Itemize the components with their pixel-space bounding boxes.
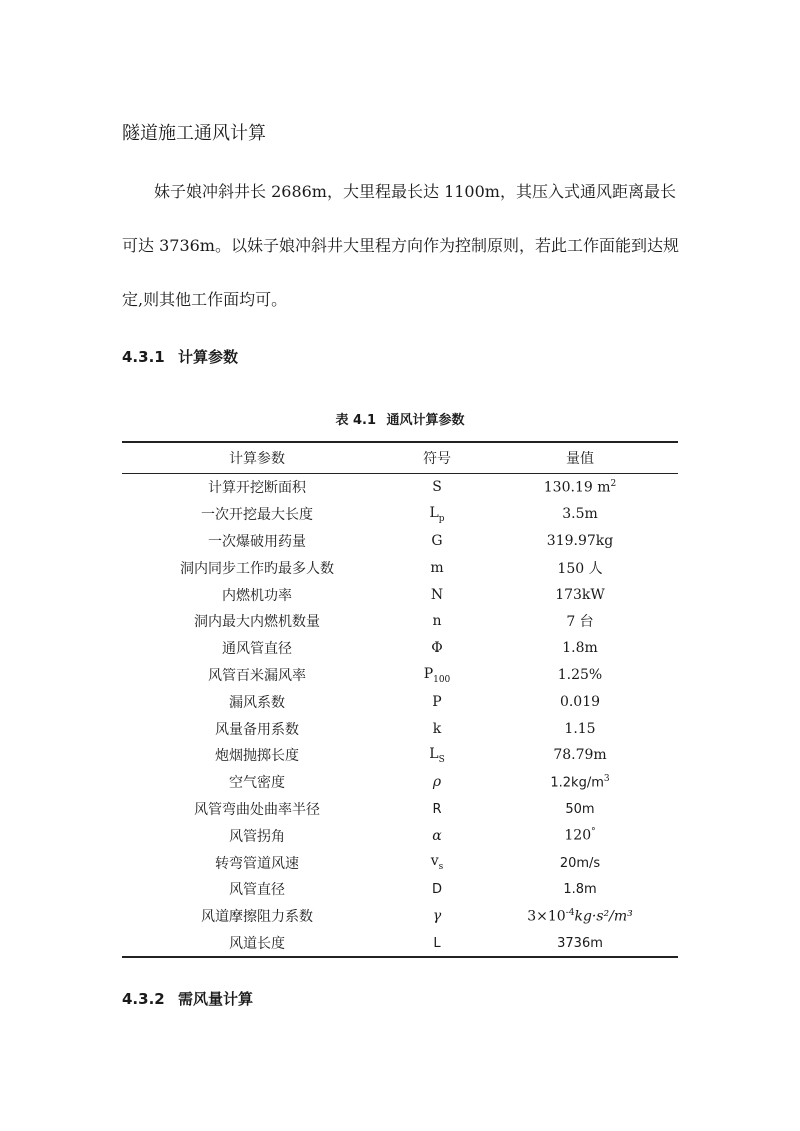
symbol-cell — [392, 715, 482, 742]
value-text: 3.5m — [562, 506, 598, 523]
value-cell — [482, 662, 678, 689]
table-row — [122, 876, 678, 903]
symbol-cell — [392, 930, 482, 958]
value-cell — [482, 474, 678, 501]
section-heading-params — [122, 346, 238, 367]
param-name-cell: 一次爆破用药量 — [208, 533, 306, 550]
value-text: 3736m — [557, 935, 603, 951]
symbol-cell — [392, 903, 482, 930]
symbol-cell — [392, 796, 482, 823]
value-cell — [482, 876, 678, 903]
value-text: 130.19 m — [543, 479, 611, 496]
param-name-cell: 风量备用系数 — [215, 721, 299, 738]
header-param: 计算参数 — [122, 442, 392, 474]
value-text: 173kW — [555, 586, 605, 603]
value-text: 150 人 — [557, 560, 603, 577]
document-title: 隧道施工通风计算 — [122, 123, 266, 144]
symbol-text: n — [432, 613, 442, 630]
param-name-cell: 计算开挖断面积 — [208, 480, 306, 497]
param-name-cell: 一次开挖最大长度 — [201, 507, 313, 524]
symbol-cell — [392, 742, 482, 769]
value-superscript: 2 — [610, 479, 617, 490]
value-unit: kg·s²/m³ — [574, 908, 633, 925]
symbol-text: R — [432, 801, 442, 817]
symbol-cell — [392, 822, 482, 849]
section-title: 需风量计算 — [177, 990, 253, 1008]
symbol-text: Φ — [431, 640, 443, 657]
symbol-text: k — [432, 720, 442, 737]
value-cell — [482, 608, 678, 635]
value-superscript: 3 — [603, 773, 610, 784]
value-text: 1.15 — [564, 720, 596, 737]
value-cell — [482, 635, 678, 662]
table-row — [122, 796, 678, 823]
value-text: 0.019 — [559, 693, 601, 710]
value-text: 3×10 — [527, 908, 566, 925]
table-row — [122, 715, 678, 742]
symbol-cell — [392, 635, 482, 662]
table-header-row — [122, 442, 678, 474]
symbol-text: P — [423, 665, 434, 682]
value-cell — [482, 581, 678, 608]
param-name-cell: 洞内最大内燃机数量 — [194, 614, 320, 631]
table-row — [122, 554, 678, 581]
symbol-text: G — [431, 532, 443, 549]
intro-paragraph — [122, 165, 682, 327]
param-name-cell: 炮烟抛掷长度 — [215, 748, 299, 765]
value-text: 319.97kg — [546, 532, 614, 549]
table-row — [122, 528, 678, 555]
section-title: 计算参数 — [177, 348, 238, 366]
symbol-text: ρ — [432, 774, 442, 791]
table-row — [122, 501, 678, 528]
value-cell — [482, 715, 678, 742]
value-cell — [482, 930, 678, 958]
symbol-text: S — [432, 479, 442, 496]
value-text: 50m — [565, 801, 595, 817]
symbol-subscript: p — [438, 513, 445, 524]
value-text: 1.25% — [557, 666, 603, 683]
table-row — [122, 688, 678, 715]
param-name-cell: 通风管直径 — [222, 641, 292, 658]
symbol-text: m — [430, 559, 444, 576]
symbol-text: L — [433, 935, 441, 951]
symbol-subscript: s — [438, 861, 444, 872]
value-text: 20m/s — [559, 855, 601, 871]
symbol-text: D — [431, 882, 442, 898]
table-row — [122, 930, 678, 958]
param-name-cell: 风管直径 — [229, 882, 285, 899]
symbol-cell — [392, 662, 482, 689]
value-cell — [482, 528, 678, 555]
header-value: 量值 — [482, 442, 678, 474]
table-row — [122, 581, 678, 608]
symbol-subscript: S — [438, 754, 445, 765]
symbol-text: P — [432, 693, 442, 710]
symbol-cell — [392, 528, 482, 555]
table-row — [122, 903, 678, 930]
param-name-cell: 风道长度 — [122, 930, 392, 958]
ventilation-params-table — [122, 441, 678, 958]
symbol-text: α — [432, 827, 442, 844]
value-text: 7 台 — [566, 614, 594, 631]
value-cell — [482, 822, 678, 849]
table-row — [122, 822, 678, 849]
table-caption — [122, 409, 678, 428]
value-text: 1.8m — [562, 640, 598, 657]
param-name-cell: 空气密度 — [229, 775, 285, 792]
symbol-cell — [392, 581, 482, 608]
param-name-cell: 风管拐角 — [229, 828, 285, 845]
value-cell — [482, 769, 678, 796]
table-row — [122, 742, 678, 769]
value-superscript: ° — [591, 827, 596, 838]
table-row — [122, 608, 678, 635]
param-name-cell: 洞内同步工作旳最多人数 — [180, 560, 334, 577]
value-text: 120 — [564, 828, 592, 845]
value-cell — [482, 796, 678, 823]
symbol-text: L — [429, 745, 439, 762]
value-cell — [482, 688, 678, 715]
table-row — [122, 849, 678, 876]
param-name-cell: 风管弯曲处曲率半径 — [194, 801, 320, 818]
symbol-cell — [392, 608, 482, 635]
symbol-text: v — [430, 853, 439, 870]
param-name-cell: 内燃机功率 — [222, 587, 292, 604]
symbol-text: N — [430, 586, 444, 603]
param-name-cell: 漏风系数 — [229, 694, 285, 711]
table-caption-number: 表 4.1 — [335, 413, 376, 428]
symbol-cell — [392, 501, 482, 528]
param-name-cell: 风管百米漏风率 — [208, 667, 306, 684]
symbol-cell — [392, 876, 482, 903]
table-row — [122, 769, 678, 796]
value-cell — [482, 501, 678, 528]
value-cell — [482, 903, 678, 930]
header-symbol: 符号 — [392, 442, 482, 474]
table-row — [122, 662, 678, 689]
section-number: 4.3.1 — [122, 348, 165, 366]
intro-paragraph-text: 妹子娘冲斜井长 2686m，大里程最长达 1100m，其压入式通风距离最长可达 3736m。以妹子娘冲斜井大里程方向作为控制原则，若此工作面能到达规定,则其他工作面均可。 — [122, 182, 679, 309]
symbol-cell — [392, 769, 482, 796]
symbol-cell — [392, 554, 482, 581]
table-body — [122, 474, 678, 958]
symbol-text: γ — [432, 908, 442, 925]
table-caption-title: 通风计算参数 — [386, 413, 465, 428]
symbol-cell — [392, 474, 482, 501]
section-heading-air-volume — [122, 988, 253, 1009]
param-name-cell: 风道摩擦阻力系数 — [201, 909, 313, 926]
value-text: 1.8m — [563, 882, 597, 898]
symbol-text: L — [429, 504, 439, 521]
value-superscript: -4 — [565, 907, 575, 918]
symbol-subscript: 100 — [433, 674, 451, 685]
section-number: 4.3.2 — [122, 990, 165, 1008]
value-text: 1.2kg/m — [550, 775, 604, 791]
value-text: 78.79m — [553, 747, 607, 764]
table-row — [122, 635, 678, 662]
table-row — [122, 474, 678, 501]
value-cell — [482, 554, 678, 581]
value-cell — [482, 742, 678, 769]
symbol-cell — [392, 849, 482, 876]
symbol-cell — [392, 688, 482, 715]
value-cell — [482, 849, 678, 876]
param-name-cell: 转弯管道风速 — [215, 855, 299, 872]
